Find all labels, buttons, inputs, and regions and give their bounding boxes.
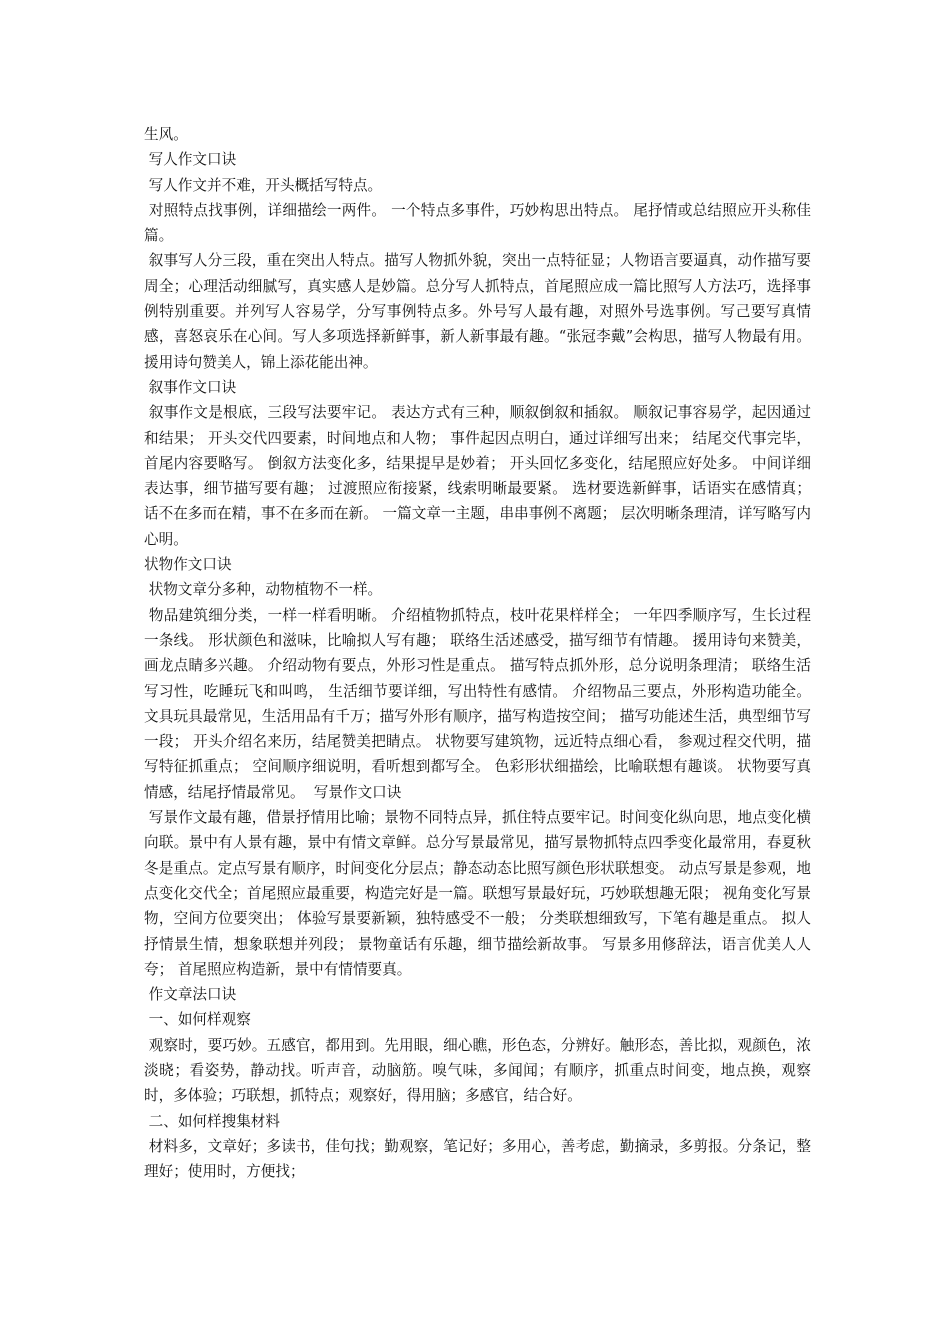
paragraph: 叙事作文是根底，三段写法要牢记。 表达方式有三种，顺叙倒叙和插叙。 顺叙记事容易学，起因通过和结果； 开头交代四要素，时间地点和人物； 事件起因点明白，通过详细写出来； 结尾交代事完毕，首尾内容要略写。 倒叙方法变化多，结果提早是妙着； 开头回忆多变化，结尾照应好处多。 中间详细表达事，细节描写要有趣； 过渡照应衔接紧，线索明晰最要紧。 选材要选新鲜事，话语实在感情真； 话不在多而在精，事不在多而在新。 一篇文章一主题，串串事例不离题； 层次明晰条理清，详写略写内心明。 xyxy=(144,404,816,548)
section-heading-object: 状物作文口诀 xyxy=(144,556,232,574)
paragraph: 生风。 xyxy=(144,126,188,143)
paragraph: 对照特点找事例，详细描绘一两件。 一个特点多事件，巧妙构思出特点。 尾抒情或总结照应开头称佳篇。 xyxy=(144,201,811,245)
subheading-observe: 一、如何样观察 xyxy=(144,1011,251,1029)
paragraph: 写景作文最有趣，借景抒情用比喻；景物不同特点异，抓住特点要牢记。时间变化纵向思，地点变化横向联。景中有人景有趣，景中有情文章鲜。总分写景最常见，描写景物抓特点四季变化最常用，春夏秋冬是重点。定点写景有顺序，时间变化分层点；静态动态比照写颜色形状联想变。 动点写景是参观，地点变化交代全；首尾照应最重要，构造完好是一篇。联想写景最好玩，巧妙联想趣无限； 视角变化写景物，空间方位要突出； 体验写景要新颖，独特感受不一般； 分类联想细致写，下笔有趣是重点。 拟人抒情景生情，想象联想并列段； 景物童话有乐趣，细节描绘新故事。 写景多用修辞法，语言优美人人夸； 首尾照应构造新，景中有情情要真。 xyxy=(144,809,811,978)
section-heading-method: 作文章法口诀 xyxy=(144,986,237,1004)
paragraph: 写人作文并不难，开头概括写特点。 xyxy=(144,176,383,194)
paragraph: 叙事写人分三段，重在突出人特点。描写人物抓外貌，突出一点特征显；人物语言要逼真，动作描写要周全；心理活动细腻写，真实感人是妙篇。总分写人抓特点，首尾照应成一篇比照写人方法巧，选择事例特别重要。并列写人容易学，分写事例特点多。外号写人最有趣，对照外号选事例。写己要写真情感，喜怒哀乐在心间。写人多项选择新鲜事，新人新事最有趣。“张冠李戴”会构思，描写人物最有用。援用诗句赞美人，锦上添花能出神。 xyxy=(144,252,811,371)
paragraph: 物品建筑细分类，一样一样看明晰。 介绍植物抓特点，枝叶花果样样全； 一年四季顺序写，生长过程一条线。 形状颜色和滋味，比喻拟人写有趣； 联络生活述感受，描写细节有情趣。 援用诗句来赞美，画龙点睛多兴趣。 介绍动物有要点，外形习性是重点。 描写特点抓外形，总分说明条理清； 联络生活写习性，吃睡玩飞和叫鸣， 生活细节要详细，写出特性有感情。 介绍物品三要点，外形构造功能全。 文具玩具最常见，生活用品有千万；描写外形有顺序，描写构造按空间； 描写功能述生活，典型细节写一段； 开头介绍名来历，结尾赞美把睛点。 状物要写建筑物，远近特点细心看， 参观过程交代明，描写特征抓重点； 空间顺序细说明，看听想到都写全。 色彩形状细描绘，比喻联想有趣谈。 状物要写真情感，结尾抒情最常见。 写景作文口诀 xyxy=(144,606,816,801)
paragraph: 状物文章分多种，动物植物不一样。 xyxy=(144,581,383,599)
paragraph: 观察时，要巧妙。五感官，都用到。先用眼，细心瞧，形色态，分辨好。触形态，善比拟，观颜色，浓淡晓；看姿势，静动找。听声音，动脑筋。嗅气味，多闻闻；有顺序，抓重点时间变，地点换，观察时，多体验；巧联想，抓特点；观察好，得用脑；多感官，结合好。 xyxy=(144,1036,811,1105)
subheading-materials: 二、如何样搜集材料 xyxy=(144,1112,280,1130)
document-body xyxy=(144,122,816,1184)
paragraph: 材料多，文章好；多读书，佳句找；勤观察，笔记好；多用心，善考虑，勤摘录，多剪报。分条记，整理好；使用时，方便找； xyxy=(144,1137,811,1181)
section-heading-portrait: 写人作文口诀 xyxy=(144,151,237,169)
section-heading-narrative: 叙事作文口诀 xyxy=(144,378,237,396)
